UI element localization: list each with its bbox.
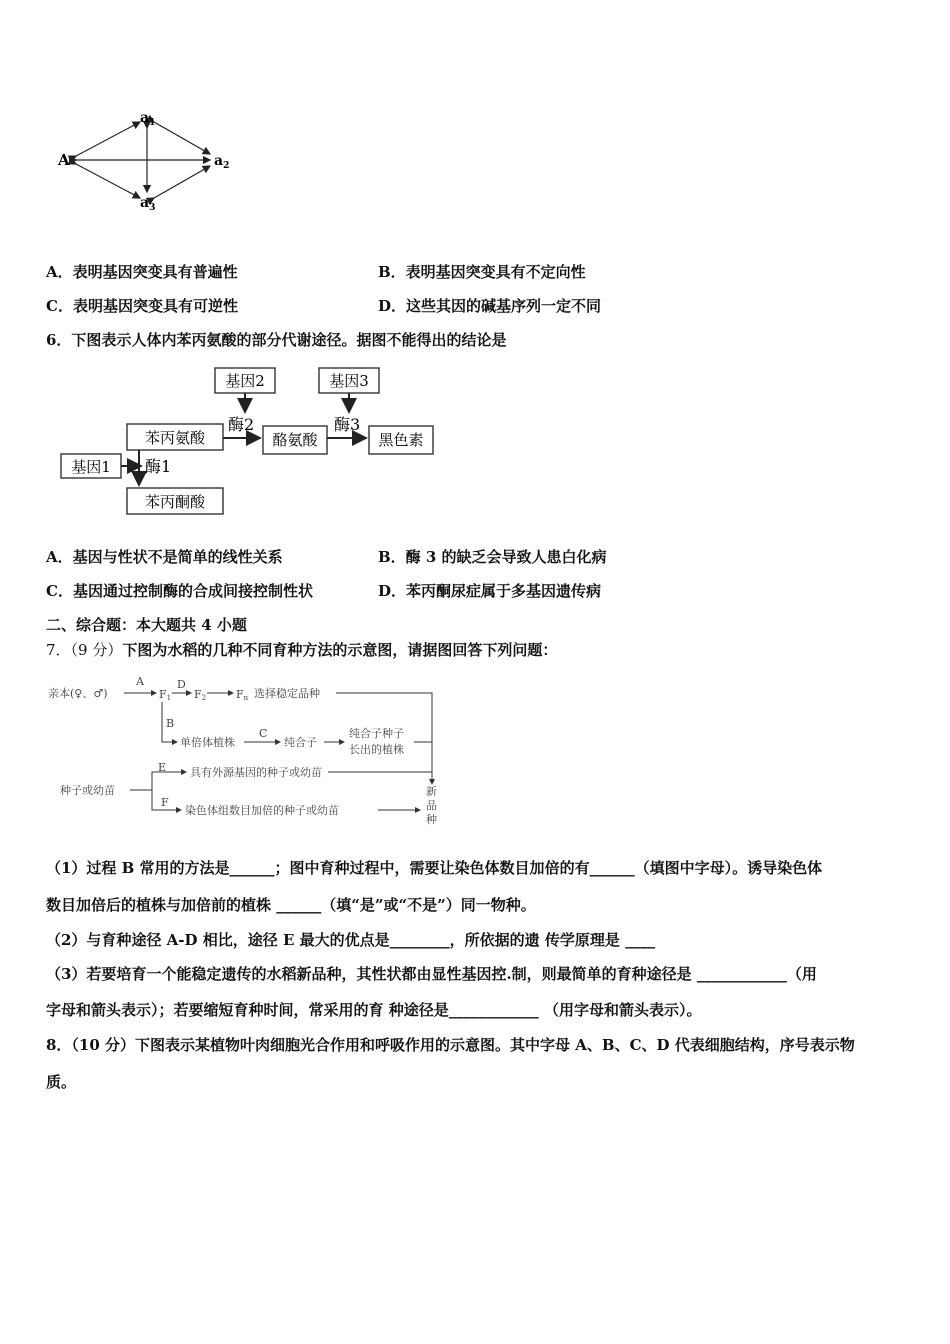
q5-option-a: A．表明基因突变具有普遍性 [46,263,238,281]
q7-part1-line1: （1）过程 B 常用的方法是______；图中育种过程中，需要让染色体数目加倍的有______（填图中字母）。诱导染色体 [46,859,823,877]
edge-A-a1 [76,122,140,156]
q5-option-c: C．表明基因突变具有可逆性 [46,297,238,315]
q5-option-d: D．这些其因的碱基序列一定不同 [378,297,602,315]
doubled-label: 染色体组数目加倍的种子或幼苗 [185,804,339,817]
new-variety-3: 种 [426,813,437,826]
edge-a3-a2 [154,166,210,198]
gene-mutation-diagram [50,108,250,214]
label-A: A [136,675,144,688]
q6-option-d: D．苯丙酮尿症属于多基因遗传病 [378,582,602,600]
q7-part3-line1: （3）若要培育一个能稳定遗传的水稻新品种，其性状都由显性基因控.制，则最简单的育种途径是 ____________（用 [46,965,817,983]
pure-seed-label-2: 长出的植株 [349,743,404,756]
select-stable-label: 选择稳定品种 [254,687,320,700]
node-a2: $a_2$ [214,153,230,171]
label-E: E [158,761,167,774]
node-A: A [58,151,70,169]
q6-option-a: A．基因与性状不是简单的线性关系 [46,548,283,566]
q7-part3-line2: 字母和箭头表示）；若要缩短育种时间，常采用的育 种途径是____________ （用字母和箭头表示）。 [46,1001,702,1019]
seed-label: 种子或幼苗 [60,784,115,797]
label-B: B [166,717,175,730]
section-heading: 二、综合题：本大题共 4 小题 [46,616,247,634]
label-D: D [177,678,186,691]
q5-option-b: B．表明基因突变具有不定向性 [378,263,586,281]
haploid-label: 单倍体植株 [180,736,235,749]
label-Fn: Fn [236,688,249,702]
label-F2: F2 [194,688,207,702]
gene1-label: 基因1 [71,458,111,476]
enzyme3-label: 酶3 [334,415,361,434]
label-F: F [161,796,169,809]
q7-part2: （2）与育种途径 A-D 相比，途径 E 最大的优点是________，所依据的遗 传学原理是 ____ [46,931,656,949]
metabolic-pathway-diagram [55,362,445,520]
gene3-label: 基因3 [329,372,369,390]
q7-stem: 7．（9 分）下图为水稻的几种不同育种方法的示意图，请据图回答下列问题： [46,641,558,659]
node-a3: $a_3$ [140,195,156,213]
new-variety-1: 新 [426,785,437,798]
path-seed-E [152,772,186,790]
gene2-label: 基因2 [225,372,265,390]
phenylalanine-label: 苯丙氨酸 [144,429,206,447]
pure-seed-label-1: 纯合子种子 [349,727,404,740]
q8-line2: 质。 [46,1073,77,1091]
enzyme2-label: 酶2 [228,415,255,434]
label-F1: F1 [159,688,172,702]
q7-part1-line2: 数目加倍后的植株与加倍前的植株 ______（填“是”或“不是”）同一物种。 [46,896,536,914]
melanin-label: 黑色素 [378,431,424,449]
enzyme1-label: 酶1 [145,457,172,476]
phenylpyruvate-label: 苯丙酮酸 [144,493,206,511]
new-variety-2: 品 [426,799,437,812]
pure-label: 纯合子 [284,736,317,749]
foreign-gene-label: 具有外源基因的种子或幼苗 [190,766,322,779]
q6-stem: 6．下图表示人体内苯丙氨酸的部分代谢途径。据图不能得出的结论是 [46,331,507,349]
node-a1: $a_1$ [140,110,156,128]
edge-a1-a2 [154,122,210,154]
edge-A-a3 [76,164,140,198]
q8-line1: 8．（10 分）下图表示某植物叶肉细胞光合作用和呼吸作用的示意图。其中字母 A、B、C、D 代表细胞结构，序号表示物 [46,1036,855,1054]
label-C: C [259,727,268,740]
breeding-methods-diagram [44,672,444,832]
tyrosine-label: 酪氨酸 [272,431,318,449]
parents-label: 亲本(♀、♂) [48,687,108,700]
q6-option-c: C．基因通过控制酶的合成间接控制性状 [46,582,313,600]
q6-option-b: B．酶 3 的缺乏会导致人患白化病 [378,548,607,566]
